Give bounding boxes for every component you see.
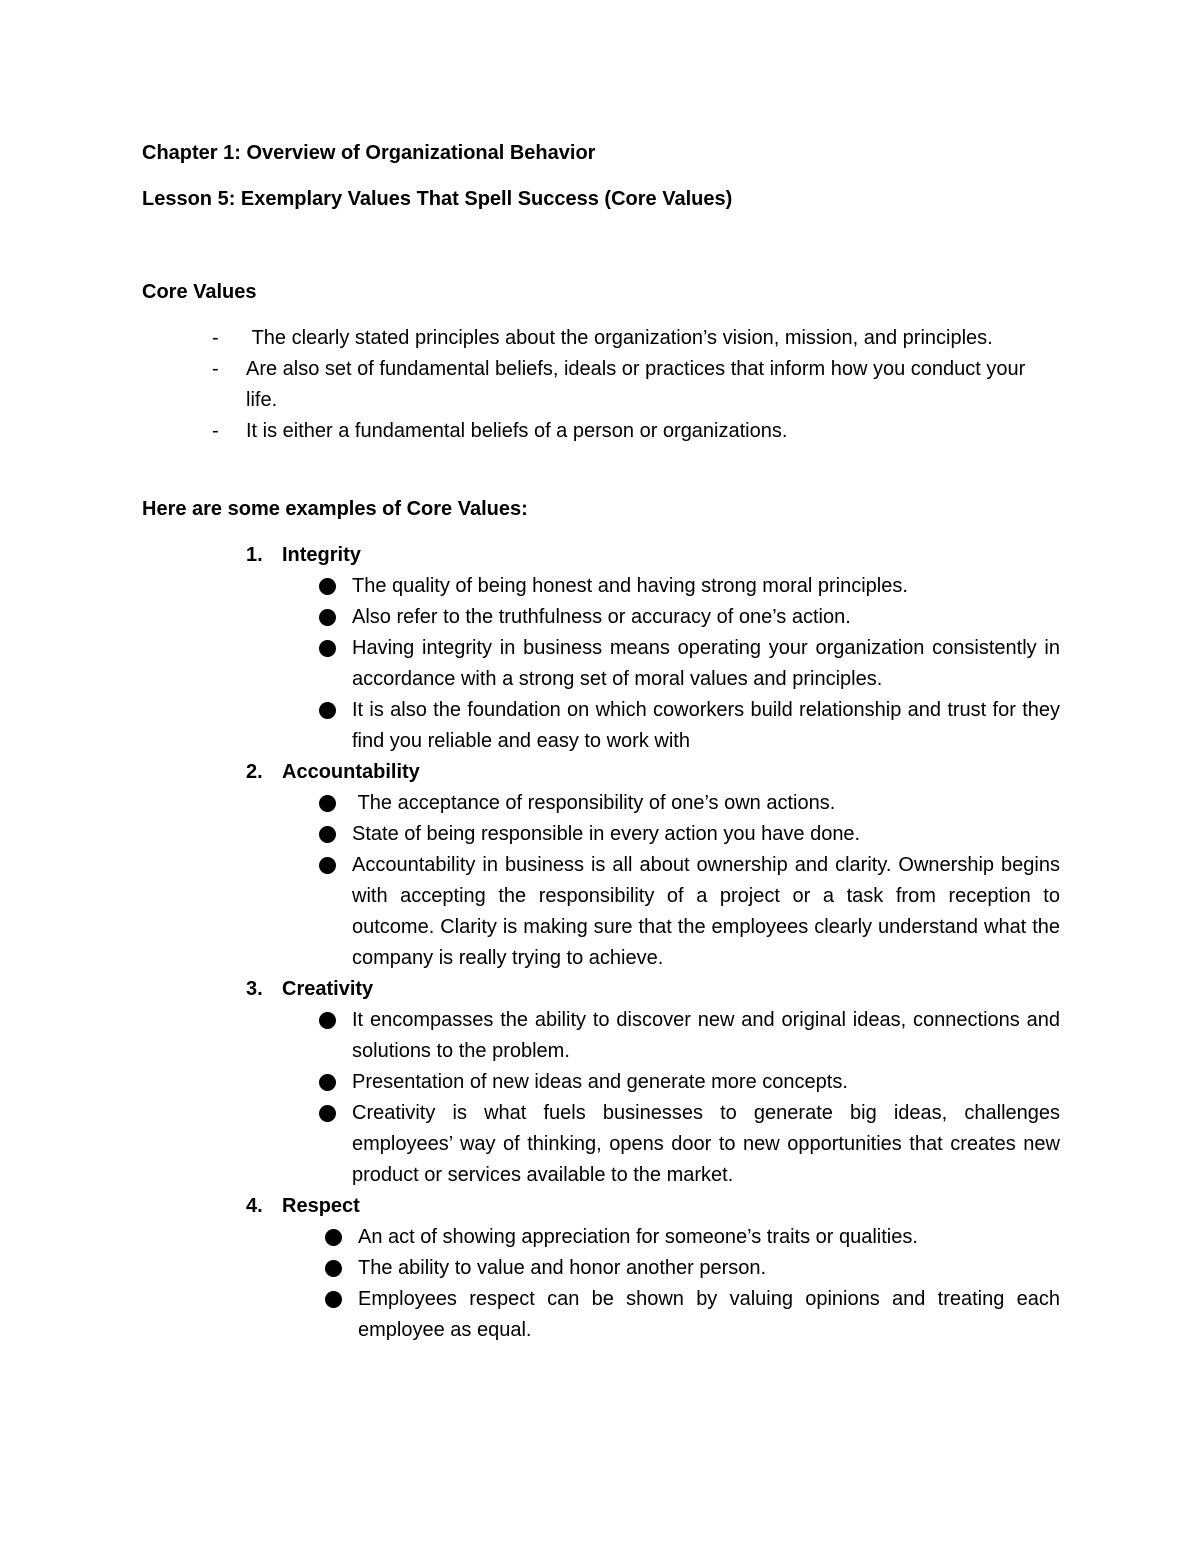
list-number: 2. (246, 761, 263, 783)
dash-marker: - (212, 327, 219, 349)
bullet-icon (325, 1291, 342, 1308)
definition-item (142, 416, 1060, 447)
accountability-points (142, 788, 1060, 974)
definition-text: The clearly stated principles about the organization’s vision, mission, and principles. (246, 327, 993, 349)
core-value-title-row (142, 540, 1060, 571)
core-value-creativity (142, 974, 1060, 1191)
bullet-point (142, 788, 1060, 819)
bullet-icon (319, 640, 336, 657)
bullet-text: Employees respect can be shown by valuing opinions and treating each employee as equal. (358, 1288, 1060, 1341)
bullet-text: The ability to value and honor another person. (358, 1257, 767, 1279)
definition-text: It is either a fundamental beliefs of a person or organizations. (246, 420, 788, 442)
definition-text: Are also set of fundamental beliefs, ideals or practices that inform how you conduct your life. (246, 358, 1026, 411)
bullet-icon (319, 1105, 336, 1122)
dash-marker: - (212, 358, 219, 380)
bullet-text: Creativity is what fuels businesses to generate big ideas, challenges employees’ way of thinking, opens door to new opportunities that creates new product or services available to the market. (352, 1102, 1060, 1186)
bullet-point (142, 602, 1060, 633)
definition-item (142, 323, 1060, 354)
bullet-text: It is also the foundation on which coworkers build relationship and trust for they find you reliable and easy to work with (352, 699, 1060, 752)
creativity-points (142, 1005, 1060, 1191)
definition-item (142, 354, 1060, 416)
core-value-title: Accountability (282, 761, 420, 783)
core-value-title: Respect (282, 1195, 360, 1217)
bullet-point (142, 819, 1060, 850)
bullet-icon (319, 702, 336, 719)
respect-points (142, 1222, 1060, 1346)
bullet-icon (319, 795, 336, 812)
bullet-point (142, 1253, 1060, 1284)
lesson-title: Lesson 5: Exemplary Values That Spell Success (Core Values) (142, 188, 733, 210)
bullet-point (142, 1005, 1060, 1067)
bullet-point (142, 695, 1060, 757)
bullet-text: State of being responsible in every action you have done. (352, 823, 861, 845)
core-value-respect (142, 1191, 1060, 1346)
bullet-icon (319, 857, 336, 874)
integrity-points (142, 571, 1060, 757)
bullet-text: It encompasses the ability to discover new and original ideas, connections and solutions to the problem. (352, 1009, 1060, 1062)
core-value-title-row (142, 757, 1060, 788)
core-value-integrity (142, 540, 1060, 757)
core-value-title-row (142, 1191, 1060, 1222)
list-number: 3. (246, 978, 263, 1000)
bullet-icon (319, 609, 336, 626)
core-value-accountability (142, 757, 1060, 974)
list-number: 1. (246, 544, 263, 566)
bullet-point (142, 1098, 1060, 1191)
bullet-text: The acceptance of responsibility of one’s own actions. (352, 792, 836, 814)
bullet-icon (319, 826, 336, 843)
core-values-examples-list (142, 540, 1060, 1346)
bullet-point (142, 1284, 1060, 1346)
bullet-text: Presentation of new ideas and generate more concepts. (352, 1071, 848, 1093)
chapter-title: Chapter 1: Overview of Organizational Behavior (142, 142, 596, 164)
bullet-text: An act of showing appreciation for someone’s traits or qualities. (358, 1226, 918, 1248)
bullet-text: The quality of being honest and having strong moral principles. (352, 575, 908, 597)
document-body (142, 138, 1060, 1346)
bullet-text: Accountability in business is all about ownership and clarity. Ownership begins with accepting the responsibility of a project or a task from reception to outcome. Clarity is making sure that the employees clearly understand what the company is really trying to achieve. (352, 854, 1060, 969)
bullet-point (142, 633, 1060, 695)
core-values-definition-list (142, 323, 1060, 447)
bullet-icon (325, 1260, 342, 1277)
bullet-point (142, 850, 1060, 974)
bullet-icon (319, 1074, 336, 1091)
bullet-icon (319, 578, 336, 595)
bullet-icon (319, 1012, 336, 1029)
core-values-heading: Core Values (142, 281, 257, 303)
bullet-text: Also refer to the truthfulness or accuracy of one’s action. (352, 606, 851, 628)
list-number: 4. (246, 1195, 263, 1217)
core-value-title: Integrity (282, 544, 361, 566)
bullet-text: Having integrity in business means operating your organization consistently in accordance with a strong set of moral values and principles. (352, 637, 1060, 690)
core-value-title: Creativity (282, 978, 374, 1000)
core-value-title-row (142, 974, 1060, 1005)
bullet-point (142, 571, 1060, 602)
dash-marker: - (212, 420, 219, 442)
bullet-point (142, 1067, 1060, 1098)
examples-heading: Here are some examples of Core Values: (142, 498, 528, 520)
bullet-point (142, 1222, 1060, 1253)
bullet-icon (325, 1229, 342, 1246)
